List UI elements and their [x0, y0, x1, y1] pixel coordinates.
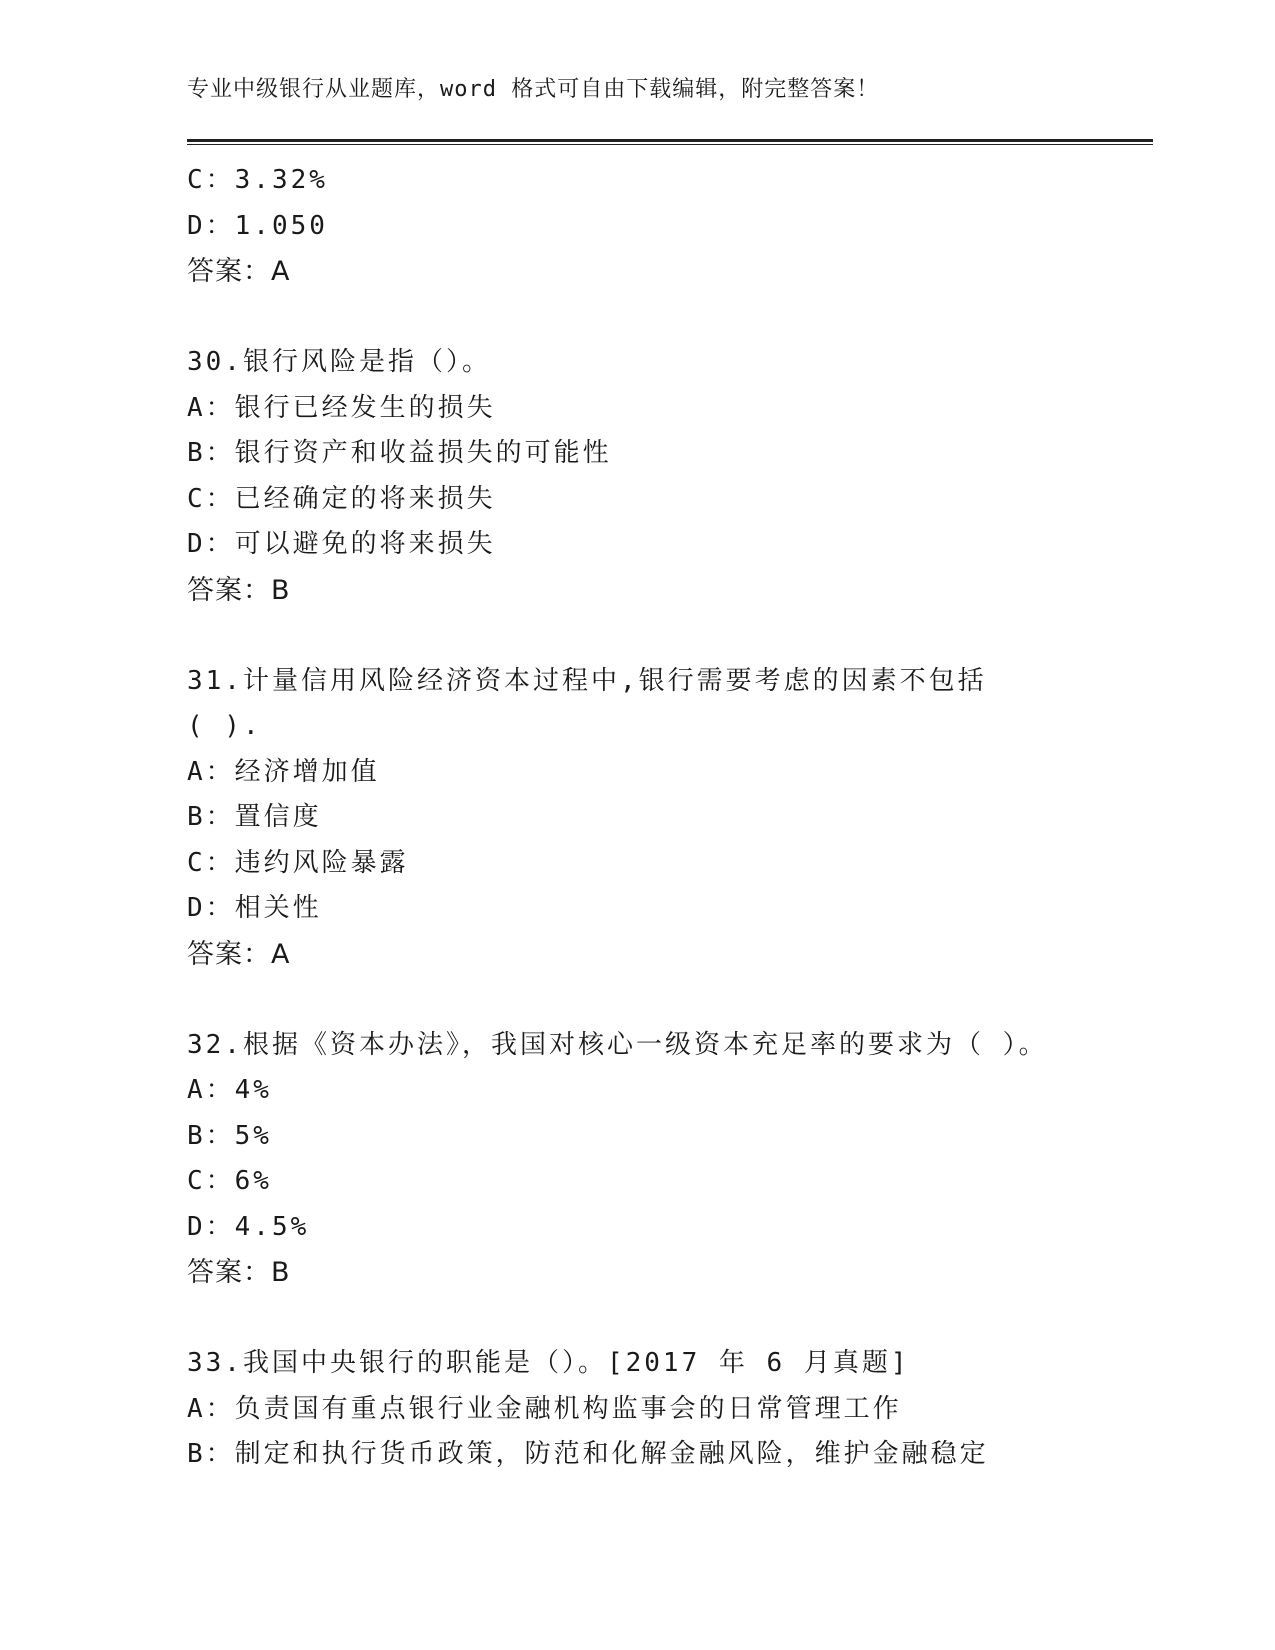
answer-line: 答案：B — [187, 574, 291, 606]
option-text: B：制定和执行货币政策，防范和化解金融风险，维护金融稳定 — [187, 1439, 989, 1469]
option-text: B：银行资产和收益损失的可能性 — [187, 438, 612, 468]
block-spacer — [187, 295, 1147, 341]
option-text: A：经济增加值 — [187, 756, 380, 787]
block-spacer — [187, 977, 1147, 1023]
option-text: D：可以避免的将来损失 — [187, 529, 496, 559]
option-text: C：3.32% — [187, 165, 328, 195]
option-text: A：负责国有重点银行业金融机构监事会的日常管理工作 — [187, 1393, 902, 1424]
option-text: B：置信度 — [187, 802, 322, 832]
answer-line: 答案：A — [187, 256, 291, 287]
question-list — [187, 158, 1147, 1478]
option-text: A：银行已经发生的损失 — [187, 392, 496, 423]
option-text: D：1.050 — [187, 210, 328, 241]
question-text: 31.计量信用风险经济资本过程中,银行需要考虑的因素不包括 — [187, 665, 987, 696]
option-text: D：相关性 — [187, 893, 322, 923]
option-text: C：6% — [187, 1166, 272, 1196]
block-spacer — [187, 1296, 1147, 1342]
question-text: 32.根据《资本办法》，我国对核心一级资本充足率的要求为（ ）。 — [187, 1029, 1048, 1060]
option-text: C：违约风险暴露 — [187, 847, 409, 878]
block-spacer — [187, 613, 1147, 659]
header-rule-thick — [187, 139, 1153, 142]
answer-line: 答案：A — [187, 938, 291, 970]
option-text: D：4.5% — [187, 1211, 310, 1242]
question-text: ( ). — [187, 711, 262, 741]
page-header-title: 专业中级银行从业题库，word 格式可自由下载编辑，附完整答案！ — [187, 77, 880, 102]
question-text: 30.银行风险是指（）。 — [187, 347, 491, 377]
answer-line: 答案：B — [187, 1257, 291, 1288]
option-text: B：5% — [187, 1120, 272, 1151]
option-text: A：4% — [187, 1075, 272, 1105]
question-text: 33.我国中央银行的职能是（）。[2017 年 6 月真题] — [187, 1348, 910, 1378]
option-text: C：已经确定的将来损失 — [187, 483, 496, 514]
header-rule-thin — [187, 144, 1153, 145]
